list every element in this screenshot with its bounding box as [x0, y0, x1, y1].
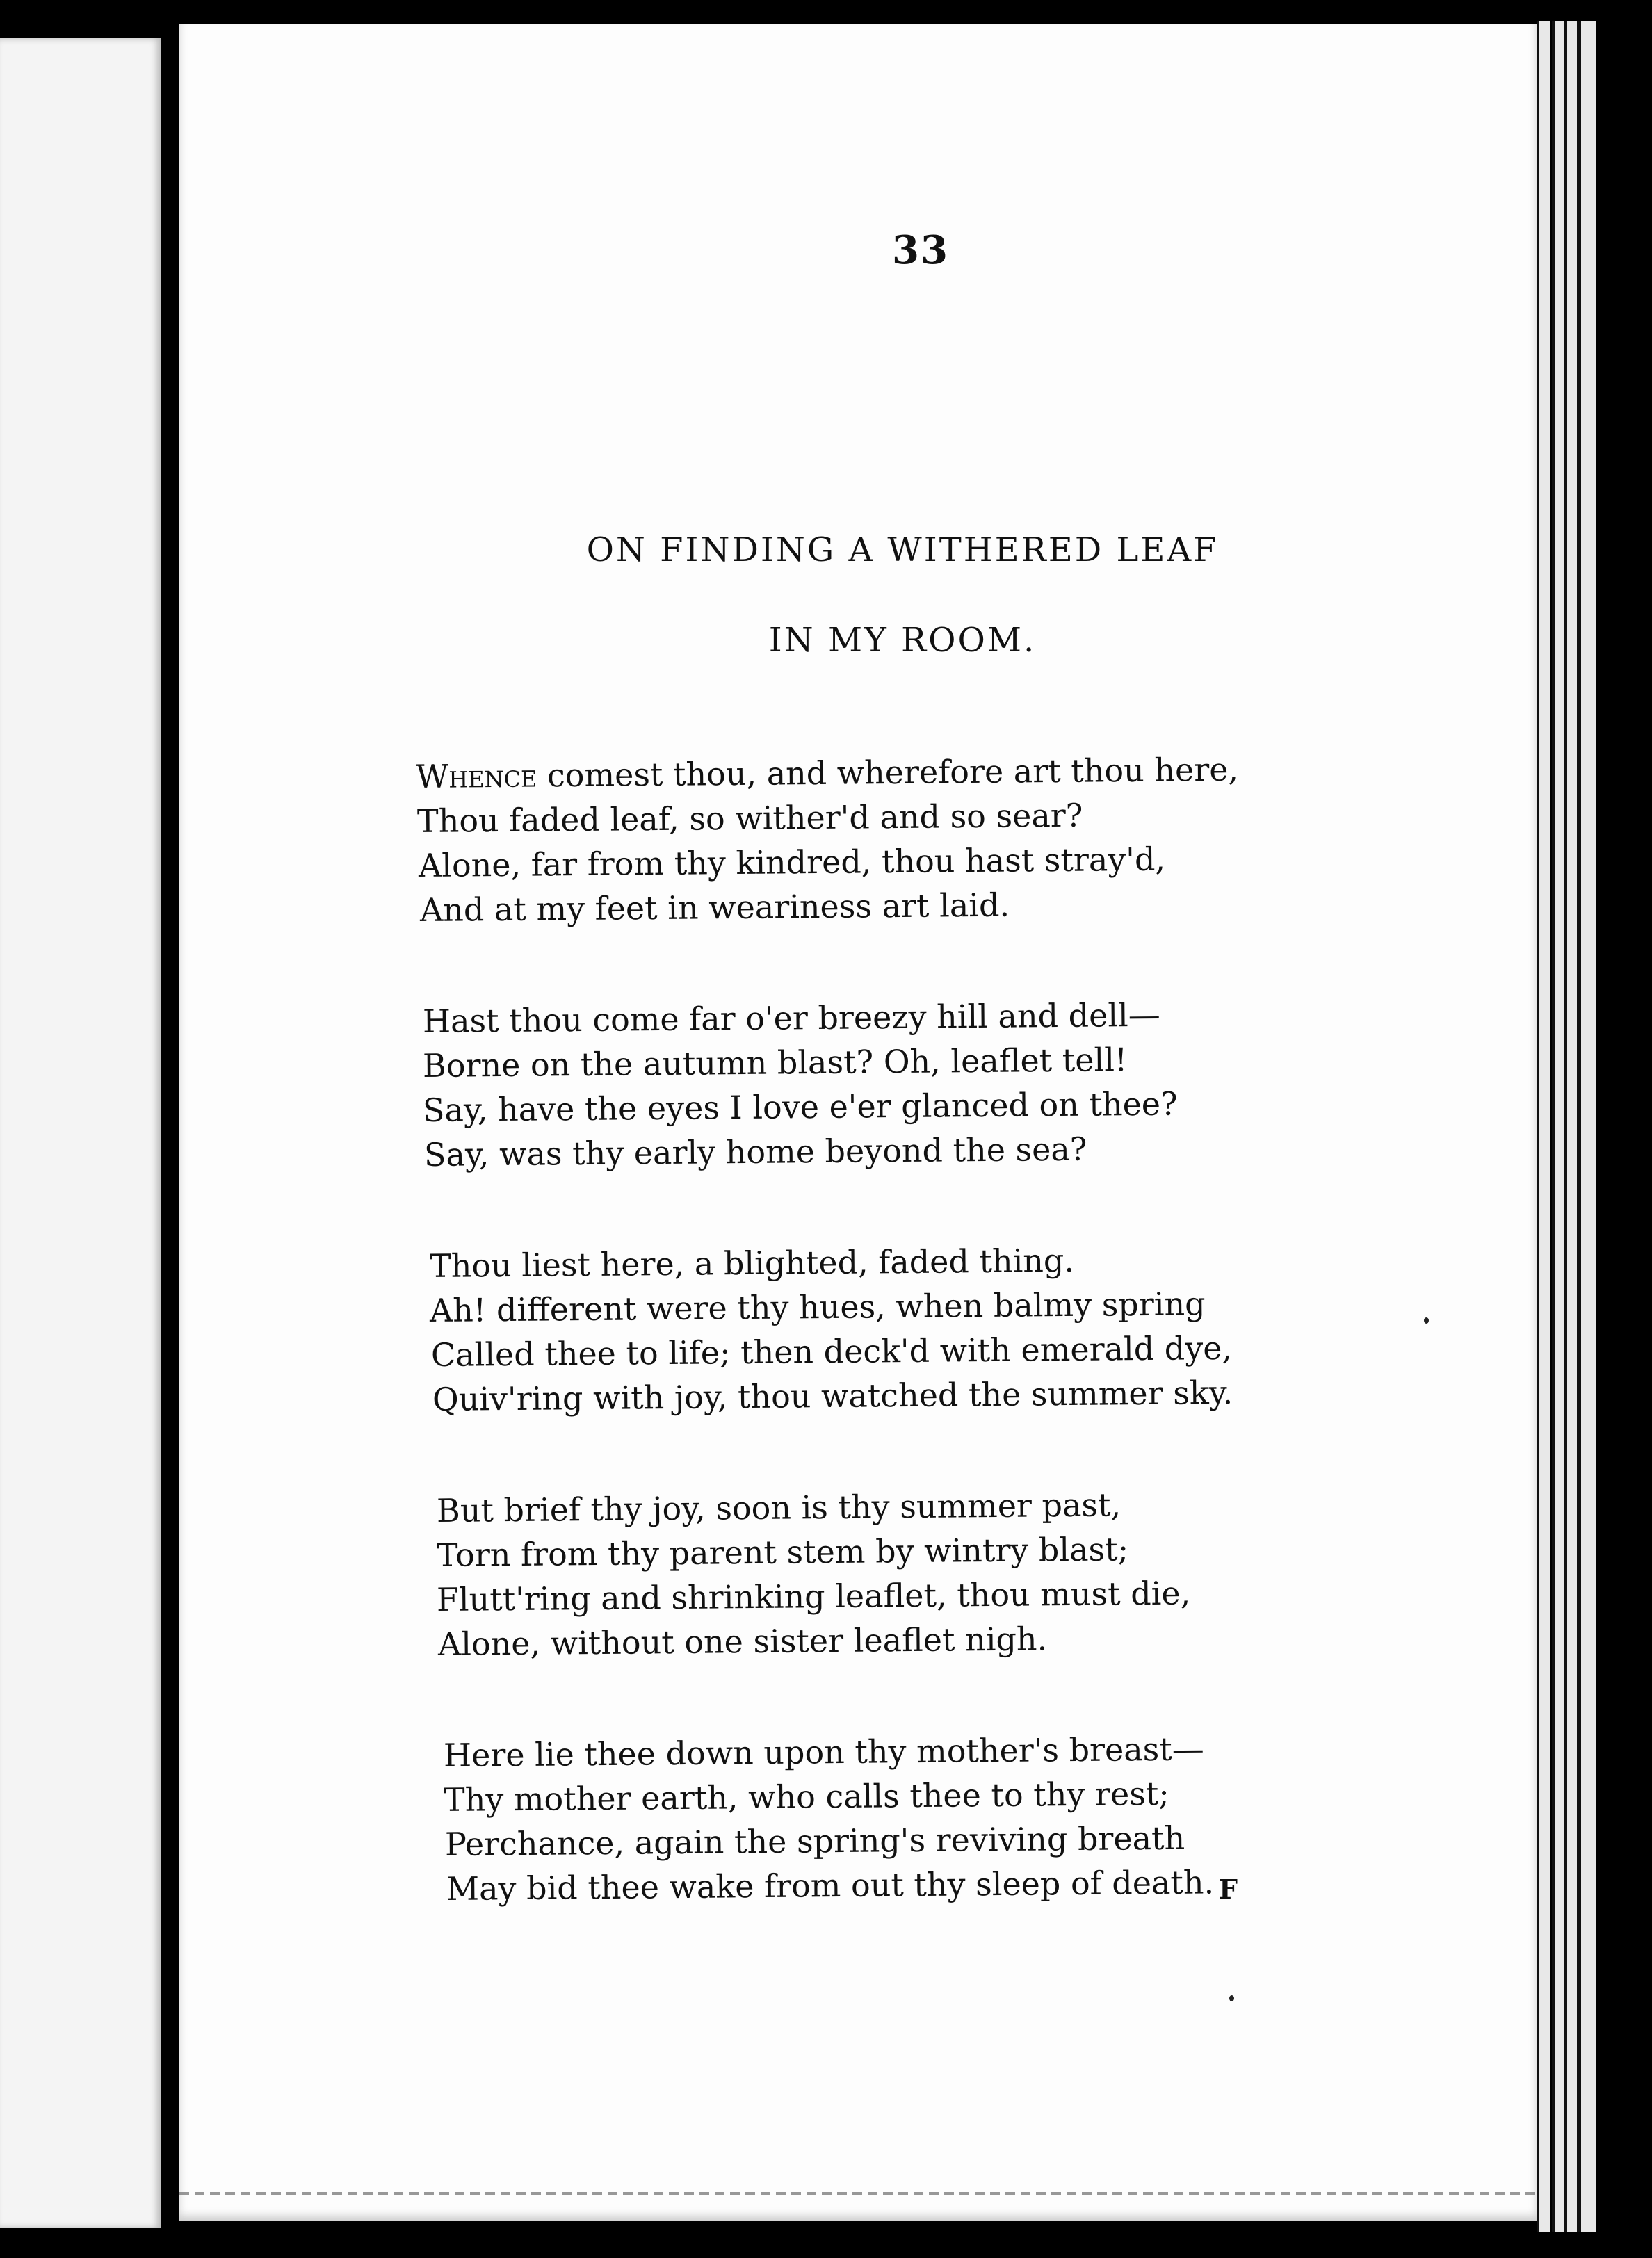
page-stack-edge — [1552, 21, 1564, 2232]
page-number: 33 — [892, 227, 949, 273]
poem-line: But brief thy joy, soon is thy summer past, — [436, 1486, 1121, 1529]
poem-line: Borne on the autumn blast? Oh, leaflet tell! — [422, 1041, 1128, 1085]
poem-line: Alone, without one sister leaflet nigh. — [437, 1620, 1048, 1663]
book-gutter — [161, 28, 179, 2235]
poem-line-text: comest thou, and wherefore art thou here, — [537, 750, 1239, 795]
stanza-4 — [416, 1488, 1459, 1666]
poem-line: Thou liest here, a blighted, faded thing. — [429, 1241, 1075, 1285]
page-stack-edge — [1577, 21, 1596, 2232]
poem-line: Here lie thee down upon thy mother's breast— — [443, 1730, 1205, 1774]
poem-line: May bid thee wake from out thy sleep of death. — [446, 1863, 1215, 1908]
stanza-2 — [416, 996, 1459, 1177]
facing-page-edge — [0, 38, 161, 2228]
poem-line: Quiv'ring with joy, thou watched the summer sky. — [432, 1373, 1233, 1418]
poem-line: Perchance, again the spring's reviving breath — [444, 1819, 1185, 1863]
poem-line: Say, was thy early home beyond the sea? — [423, 1130, 1087, 1173]
book-page — [179, 24, 1537, 2221]
poem-line: Alone, far from thy kindred, thou hast stray'd, — [418, 840, 1166, 884]
stanza-5 — [416, 1730, 1459, 1911]
page-stack-edge — [1564, 21, 1577, 2232]
poem-line: Say, have the eyes I love e'er glanced on thee? — [422, 1085, 1178, 1129]
poem-line: Torn from thy parent stem by wintry blast; — [436, 1530, 1129, 1574]
signature-mark: F — [1219, 1874, 1238, 1905]
poem-title-line-1: ON FINDING A WITHERED LEAF — [586, 530, 1219, 569]
poem-body — [415, 750, 1459, 1978]
poem-line: And at my feet in weariness art laid. — [419, 886, 1010, 929]
poem-line: Ah! different were thy hues, when balmy spring — [429, 1285, 1206, 1329]
ink-speck — [1229, 1995, 1234, 2001]
poem-line: Called thee to life; then deck'd with emerald dye, — [430, 1329, 1233, 1374]
page-stack-edge — [1537, 21, 1550, 2232]
poem-line: Thou faded leaf, so wither'd and so sear? — [416, 796, 1083, 840]
poem-line: Hast thou come far o'er breezy hill and dell— — [422, 996, 1160, 1040]
page-bottom-edge — [179, 2192, 1537, 2195]
poem-first-word: Whence — [415, 756, 537, 795]
stanza-3 — [416, 1241, 1459, 1422]
poem-line: Flutt'ring and shrinking leaflet, thou must die, — [436, 1574, 1191, 1618]
stanza-1 — [415, 750, 1459, 932]
ink-speck — [1424, 1317, 1429, 1324]
poem-title-line-2: IN MY ROOM. — [768, 621, 1037, 660]
poem-line: Thy mother earth, who calls thee to thy rest; — [443, 1774, 1170, 1819]
